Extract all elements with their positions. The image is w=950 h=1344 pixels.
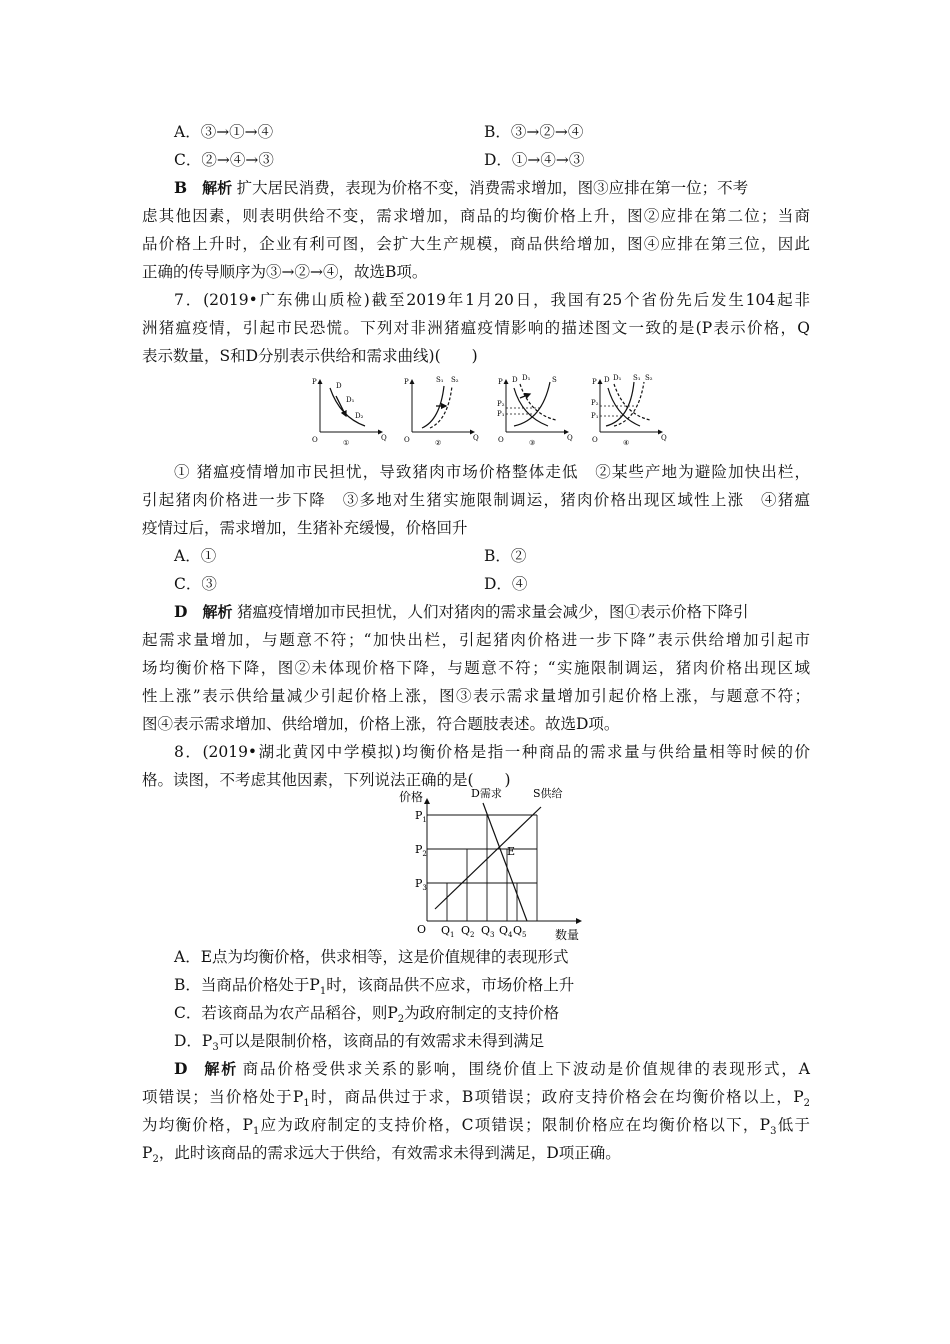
q7-panel-4-p-axis: P <box>592 378 597 386</box>
q8-option-c: C．若该商品为农产品稻谷，则$P_2$为政府制定的支持价格 <box>174 1004 560 1026</box>
q7-option-b: B．② <box>484 547 527 565</box>
q7-panel-3-label-d1: D₁ <box>522 374 531 382</box>
q6-option-b: B．③→②→④ <box>484 123 584 141</box>
q8-q2-label: $Q_2$ <box>461 924 475 939</box>
q6-explanation-line-3: 品价格上升时，企业有利可图，会扩大生产规模，商品供给增加，图④应排在第三位，因此 <box>142 235 810 253</box>
q8-answer: D <box>174 1059 188 1078</box>
q7-figure <box>310 372 670 450</box>
q7-panel-1-p-axis: P <box>312 378 317 386</box>
q7-panel-3 <box>497 374 573 447</box>
q7-explanation-text-1: 猪瘟疫情增加市民担忧，人们对猪肉的需求量会减少，图①表示价格下降引 <box>236 603 749 621</box>
q8-explanation-line-3: 为均衡价格，$P_1$应为政府制定的支持价格，C项错误；限制价格应在均衡价格以下，$P_3$低于 <box>142 1116 810 1138</box>
q7-panel-2-p-axis: P <box>404 378 409 386</box>
q7-panel-3-label-p1: P₁ <box>497 410 505 418</box>
q7-stem-line-2: 洲猪瘟疫情，引起市民恐慌。下列对非洲猪瘟疫情影响的描述图文一致的是(P表示价格，Q <box>142 319 810 337</box>
q7-panel-4-label-s1: S₁ <box>633 374 641 382</box>
q8-y-axis-label: 价格 <box>399 790 424 804</box>
q7-panel-4-origin: O <box>592 436 598 444</box>
q6-explanation-text-1: 扩大居民消费，表现为价格不变，消费需求增加，图③应排在第一位；不考 <box>236 179 749 197</box>
q8-x-axis-label: 数量 <box>555 928 580 942</box>
q7-explanation-line-1 <box>174 602 748 622</box>
q7-option-d: D．④ <box>484 575 528 593</box>
q7-panel-4-label-p1: P₁ <box>591 412 599 420</box>
q6-explanation-line-1 <box>174 178 748 198</box>
q7-panel-2 <box>404 376 479 447</box>
q7-option-a: A．① <box>174 547 217 565</box>
q7-panel-3-number: ③ <box>529 439 536 447</box>
q7-panel-3-origin: O <box>498 436 504 444</box>
q7-panel-3-label-p2: P₂ <box>497 400 505 408</box>
q7-answer: D <box>174 602 188 621</box>
q7-panel-1-q-axis: Q <box>381 434 387 442</box>
q8-explanation-line-4: $P_2$，此时该商品的需求远大于供给，有效需求未得到满足，D项正确。 <box>142 1144 621 1166</box>
q6-explanation-line-2: 虑其他因素，则表明供给不变，需求增加，商品的均衡价格上升，图②应排在第二位；当商 <box>142 207 810 225</box>
q7-option-c: C．③ <box>174 575 217 593</box>
q7-panel-4 <box>591 374 667 447</box>
q6-option-a: A．③→①→④ <box>174 123 274 141</box>
q8-explanation-text-1: 商品价格受供求关系的影响，围绕价值上下波动是价值规律的表现形式，A <box>242 1060 810 1078</box>
q7-statements-line-2: 引起猪肉价格进一步下降 ③多地对生猪实施限制调运，猪肉价格出现区域性上涨 ④猪瘟 <box>142 491 810 509</box>
q8-q4-label: $Q_4$ <box>499 924 513 939</box>
q8-stem-line-1: 8．(2019•湖北黄冈中学模拟)均衡价格是指一种商品的需求量与供给量相等时候的价 <box>174 743 810 761</box>
q7-panel-3-label-d: D <box>512 376 518 384</box>
q7-statements-line-3: 疫情过后，需求增加，生猪补充缓慢，价格回升 <box>142 519 468 537</box>
q7-stem-line-1: 7．(2019•广东佛山质检)截至2019年1月20日，我国有25个省份先后发生104起非 <box>174 291 810 309</box>
q7-explanation-line-3: 场均衡价格下降，图②未体现价格下降，与题意不符；“实施限制调运，猪肉价格出现区域 <box>142 659 810 677</box>
q7-panel-3-p-axis: P <box>498 378 503 386</box>
q8-stem-line-2: 格。读图，不考虑其他因素，下列说法正确的是( ) <box>142 771 511 789</box>
q7-explanation-line-4: 性上涨”表示供给量减少引起价格上涨，图③表示需求量增加引起价格上涨，与题意不符； <box>142 687 810 705</box>
q8-origin: O <box>417 923 427 936</box>
q8-p1-label: $P_1$ <box>415 809 427 824</box>
q7-panel-1-number: ① <box>343 439 350 447</box>
q7-stem-line-3: 表示数量，S和D分别表示供给和需求曲线)( ) <box>142 347 478 365</box>
q7-panel-1-label-d: D <box>336 382 342 390</box>
q7-panel-4-label-s2: S₂ <box>645 374 653 382</box>
q6-explanation-line-4: 正确的传导顺序为③→②→④，故选B项。 <box>142 263 428 281</box>
q7-panel-2-origin: O <box>404 436 410 444</box>
q7-explanation-line-5: 图④表示需求增加、供给增加，价格上涨，符合题肢表述。故选D项。 <box>142 715 620 733</box>
q6-answer: B <box>174 178 188 197</box>
q8-point-e: E <box>507 845 516 858</box>
q7-panel-4-number: ④ <box>623 439 630 447</box>
q7-panel-2-label-s2: S₂ <box>451 376 459 384</box>
q7-panel-2-label-s1: S₁ <box>436 376 444 384</box>
q8-explanation-line-2: 项错误；当价格处于$P_1$时，商品供过于求，B项错误；政府支持价格会在均衡价格以上，$P_2$ <box>142 1088 810 1110</box>
q7-panel-1-label-d1: D₁ <box>346 396 355 404</box>
q8-figure <box>395 785 595 945</box>
q8-q3-label: $Q_3$ <box>481 924 495 939</box>
q6-option-d: D．①→④→③ <box>484 151 585 169</box>
q8-jiexi-label: 解析 <box>202 1060 239 1078</box>
q7-panel-2-number: ② <box>435 439 442 447</box>
q7-panel-4-label-d: D <box>604 376 610 384</box>
q7-panel-4-label-d1: D₁ <box>613 374 622 382</box>
q7-panel-3-label-s: S <box>552 376 557 384</box>
q8-supply-label: S供给 <box>533 787 563 800</box>
q8-p3-label: $P_3$ <box>415 877 427 892</box>
q8-q5-label: $Q_5$ <box>513 924 527 939</box>
q7-statements-line-1: ① 猪瘟疫情增加市民担忧，导致猪肉市场价格整体走低 ②某些产地为避险加快出栏， <box>174 463 810 481</box>
q8-p2-label: $P_2$ <box>415 843 427 858</box>
q8-option-d: D．$P_3$可以是限制价格，该商品的有效需求未得到满足 <box>174 1032 545 1054</box>
q7-panel-1-label-d2: D₂ <box>355 412 364 420</box>
q6-jiexi-label: 解析 <box>202 179 233 197</box>
q7-panel-1 <box>312 378 387 447</box>
q7-panel-4-label-p2: P₂ <box>591 399 599 407</box>
q7-panel-4-q-axis: Q <box>661 434 667 442</box>
q7-jiexi-label: 解析 <box>202 603 233 621</box>
q8-explanation-line-1 <box>174 1059 810 1079</box>
q7-explanation-line-2: 起需求量增加，与题意不符；“加快出栏，引起猪肉价格进一步下降”表示供给增加引起市 <box>142 631 810 649</box>
q7-panel-3-q-axis: Q <box>567 434 573 442</box>
q7-panel-1-origin: O <box>312 436 318 444</box>
q7-panel-2-q-axis: Q <box>473 434 479 442</box>
q8-option-a: A．E点为均衡价格，供求相等，这是价值规律的表现形式 <box>174 948 569 966</box>
q8-q1-label: $Q_1$ <box>441 924 455 939</box>
q8-demand-label: D需求 <box>471 787 502 800</box>
q6-option-c: C．②→④→③ <box>174 151 274 169</box>
q8-option-b: B．当商品价格处于$P_1$时，该商品供不应求，市场价格上升 <box>174 976 575 998</box>
